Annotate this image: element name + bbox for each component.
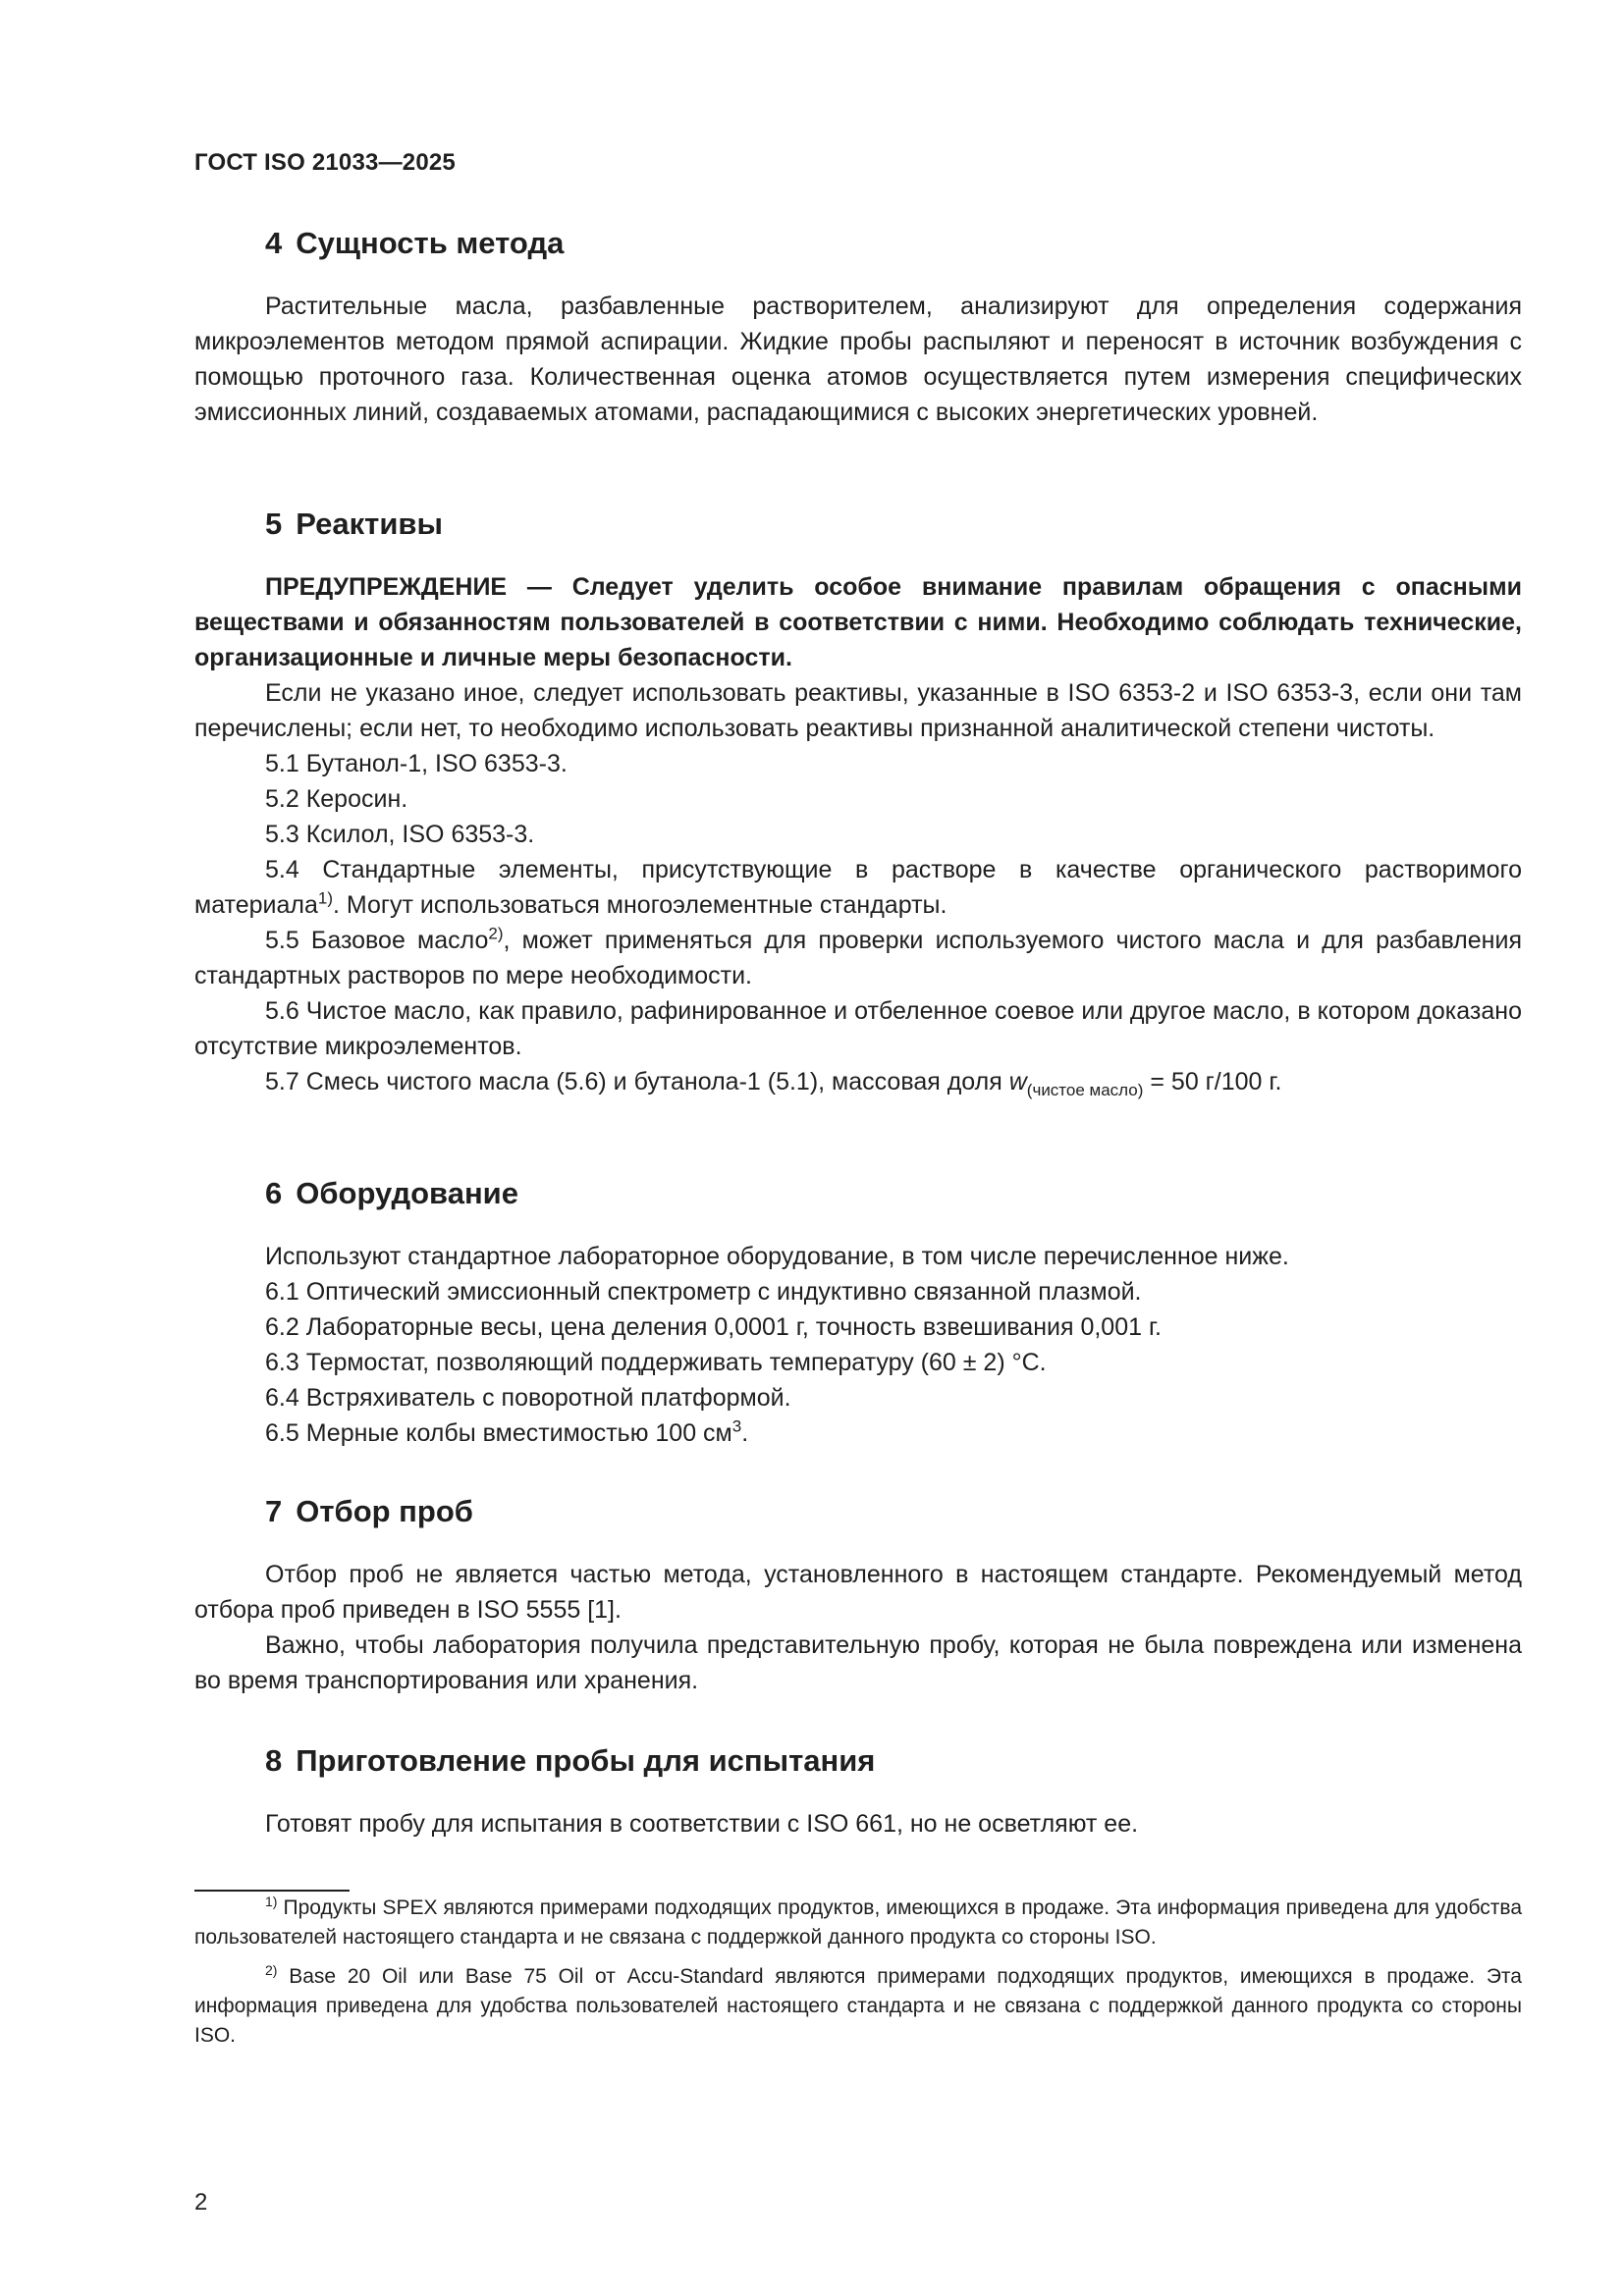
- paragraph: Если не указано иное, следует использовать реактивы, указанные в ISO 6353-2 и ISO 6353-3, если они там перечислены; если нет, то необходимо использовать реактивы признанной аналитической степени чистоты.: [194, 679, 1522, 742]
- section-title: Сущность метода: [296, 226, 565, 260]
- list-item: 5.2 Керосин.: [265, 785, 408, 813]
- footnote-ref: 1): [317, 888, 334, 908]
- list-item: 5.1 Бутанол-1, ISO 6353-3.: [265, 750, 568, 777]
- item-text: 5.5 Базовое масло: [265, 927, 489, 954]
- section-7-heading: [194, 1492, 1522, 1531]
- footnote-marker: 1): [265, 1894, 278, 1909]
- section-number: 6: [265, 1176, 283, 1210]
- paragraph: Готовят пробу для испытания в соответствии с ISO 661, но не осветляют ее.: [265, 1810, 1139, 1838]
- list-item: [194, 1415, 1522, 1451]
- list-item: 6.1 Оптический эмиссионный спектрометр с индуктивно связанной плазмой.: [265, 1278, 1142, 1306]
- item-text: . Могут использоваться многоэлементные стандарты.: [333, 891, 947, 919]
- list-item: 6.4 Встряхиватель с поворотной платформой.: [265, 1384, 791, 1412]
- item-text: 5.4 Стандартные элементы, присутствующие в растворе в качестве органического растворимого материала: [194, 856, 1522, 919]
- subscript: (чистое масло): [1026, 1081, 1144, 1099]
- list-item: 6.2 Лабораторные весы, цена деления 0,0001 г, точность взвешивания 0,001 г.: [265, 1313, 1162, 1341]
- item-text: = 50 г/100 г.: [1143, 1068, 1282, 1095]
- footnote-divider: [194, 1890, 350, 1892]
- paragraph: Растительные масла, разбавленные растворителем, анализируют для определения содержания микроэлементов методом прямой аспирации. Жидкие пробы распыляют и переносят в источник возбуждения с помощью проточного газа. Количественная оценка атомов осуществляется путем измерения специфических эмиссионных линий, создаваемых атомами, распадающимися с высоких энергетических уровней.: [194, 293, 1522, 426]
- warning-paragraph: ПРЕДУПРЕЖДЕНИЕ — Следует уделить особое внимание правилам обращения с опасными веществами и обязанностям пользователей в соответствии с ними. Необходимо соблюдать технические, организационные и личные меры безопасности.: [194, 573, 1522, 671]
- section-title: Отбор проб: [296, 1494, 473, 1528]
- item-text: 6.5 Мерные колбы вместимостью 100 см: [265, 1419, 732, 1447]
- footnote-2: [194, 1962, 1522, 2051]
- section-4-heading: [194, 224, 1522, 263]
- item-text: , может применяться для проверки используемого чистого масла и для разбавления стандартных растворов по мере необходимости.: [194, 927, 1522, 989]
- section-title: Оборудование: [296, 1176, 518, 1210]
- section-4: [194, 224, 1522, 430]
- list-item: 5.3 Ксилол, ISO 6353-3.: [265, 821, 535, 848]
- standard-header: ГОСТ ISO 21033—2025: [194, 149, 456, 176]
- section-5: [194, 505, 1522, 1099]
- section-number: 5: [265, 507, 283, 541]
- footnote-marker: 2): [265, 1962, 278, 1978]
- section-number: 4: [265, 226, 283, 260]
- section-number: 7: [265, 1494, 283, 1528]
- section-5-heading: [194, 505, 1522, 544]
- section-8: [194, 1741, 1522, 1842]
- section-7: [194, 1492, 1522, 1698]
- paragraph: Важно, чтобы лаборатория получила представительную пробу, которая не была повреждена или изменена во время транспортирования или хранения.: [194, 1631, 1522, 1694]
- section-8-heading: [194, 1741, 1522, 1781]
- footnote-text: Продукты SPEX являются примерами подходящих продуктов, имеющихся в продаже. Эта информация приведена для удобства пользователей настоящего стандарта и не связана с поддержкой данного продукта со стороны ISO.: [194, 1896, 1522, 1949]
- list-item: 6.3 Термостат, позволяющий поддерживать температуру (60 ± 2) °С.: [265, 1349, 1047, 1376]
- page-number: 2: [194, 2189, 208, 2216]
- item-text: 5.7 Смесь чистого масла (5.6) и бутанола-1 (5.1), массовая доля: [265, 1068, 1009, 1095]
- section-title: Реактивы: [296, 507, 443, 541]
- list-item: [194, 852, 1522, 923]
- section-number: 8: [265, 1743, 283, 1778]
- paragraph: Используют стандартное лабораторное оборудование, в том числе перечисленное ниже.: [265, 1243, 1289, 1270]
- section-title: Приготовление пробы для испытания: [296, 1743, 876, 1778]
- footnote-text: Base 20 Oil или Base 75 Oil от Accu-Standard являются примерами подходящих продуктов, имеющихся в продаже. Эта информация приведена для удобства пользователей настоящего стандарта и не связана с поддержкой данного продукта со стороны ISO.: [194, 1965, 1522, 2047]
- list-item: [194, 923, 1522, 993]
- footnote-1: [194, 1894, 1522, 1952]
- superscript: 3: [731, 1416, 742, 1436]
- section-6: [194, 1174, 1522, 1451]
- paragraph: Отбор проб не является частью метода, установленного в настоящем стандарте. Рекомендуемый метод отбора проб приведен в ISO 5555 [1].: [194, 1561, 1522, 1624]
- section-6-heading: [194, 1174, 1522, 1213]
- list-item: 5.6 Чистое масло, как правило, рафинированное и отбеленное соевое или другое масло, в котором доказано отсутствие микроэлементов.: [194, 997, 1522, 1060]
- variable-w: w: [1008, 1068, 1027, 1095]
- footnotes: [194, 1894, 1522, 2060]
- footnote-ref: 2): [488, 924, 504, 943]
- list-item: [194, 1064, 1522, 1099]
- item-text: .: [741, 1419, 749, 1447]
